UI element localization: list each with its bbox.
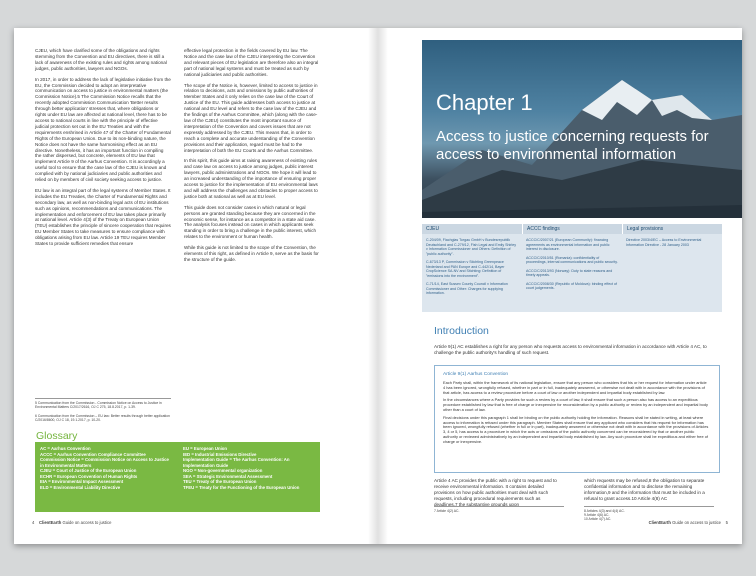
glossary-entry: AC = Aarhus Convention bbox=[40, 446, 91, 451]
article-quote-box bbox=[434, 365, 720, 473]
glossary-entry: SEA = Strategic Environmental Assessment bbox=[183, 473, 273, 479]
glossary-column-right bbox=[183, 446, 313, 490]
paragraph: In this spirit, this guide aims at raising awareness of existing rules and case law on access to justice among judges, public interest lawyers, public administrations and NGOs. We hope it will lead to an increased understanding of the importance of ensuring proper access to justice for the implementation of EU environmental laws and will address the challenges and obstacles to proper access to justice both at national as well as at EU level. bbox=[184, 158, 318, 199]
footnotes bbox=[35, 398, 171, 426]
paragraph: This guide does not consider cases in which natural or legal persons are granted standing because they are concerned in the economic sense, for instance as a competitor in a state aid case. The analysis focuses instead on cases in which applicants seek standing in order to bring a challenge in the public interest, which relates to the environment or human health. bbox=[184, 204, 317, 240]
cell-entry: ACCC/C/2010/51 (Romania): confidentiality of proceedings, internal communications and public security. bbox=[526, 255, 618, 264]
table-header-accc: ACCC findings bbox=[522, 224, 622, 234]
paragraph: While this guide is not limited to the scope of the Convention, the elements of this right, as defined in Article 9, serve as the basis for the structure of the guide. bbox=[184, 245, 319, 262]
table-header-legal: Legal provisions bbox=[622, 224, 722, 234]
glossary-entry: ACCC = Aarhus Convention Compliance Committee bbox=[40, 451, 146, 457]
glossary-entry: Implementation Guide = The Aarhus Convention: An Implementation Guide bbox=[183, 457, 290, 468]
introduction-text: Article 9(1) AC establishes a right for any person who requests access to environmental information in accordance with Article 4 AC, to challenge the public authority's handling of such request. bbox=[434, 344, 707, 355]
left-page bbox=[14, 28, 378, 544]
glossary-entry: CJEU = Court of Justice of the European Union bbox=[40, 468, 137, 473]
left-footer bbox=[32, 520, 111, 525]
chapter-title: Access to justice concerning requests for access to environmental information bbox=[436, 128, 709, 163]
cell-entry: ACCC/C/2007/21 (European Community): financing agreements as environmental information and public interest in disclosure. bbox=[526, 238, 610, 251]
box-paragraph: In the circumstances where a Party provides for such a review by a court of law, it shall ensure that such a person also has access to an expeditious procedure established by law that is free of charge or inexpensive for reconsideration by a public authority or review by an independent and impartial body other than a court of law. bbox=[443, 397, 708, 412]
paragraph: CJEU, which have clarified some of the obligations and rights stemming from the Convention and EU directives, there is still a lack of awareness of the existing rules and rights among national judges, public authorities, lawyers and NGOs. bbox=[35, 48, 167, 71]
cell-entry: C-204/09, Flachglas Torgau GmbH v Bundesrepublik Deutschland and C-279/12, Fish Legal and Emily Shirley v Information Commissioner and Others: Definition of "public authority". bbox=[426, 238, 517, 256]
box-paragraph: Final decisions under this paragraph 1 shall be binding on the public authority holding the information. Reasons shall be stated in writing, at least where access to information is refused under this paragraph. Member States shall ensure that any applicant who considers that his request for information has been ignored, wrongfully refused (whether in full or in part), inadequately answered or otherwise not dealt with in accordance with the provisions of Articles 3, 4 or 5, has access to a procedure in which the acts or omissions of the public authority concerned can be reconsidered by that or another public authority or reviewed administratively by an independent and impartial body established by law. Any such procedure shall be expeditious and either free of charge or inexpensive. bbox=[443, 414, 709, 444]
footnote: 10 Article 4(7) AC. bbox=[584, 517, 612, 521]
glossary-entry: NGO = Non-governmental organization bbox=[183, 468, 263, 473]
glossary-entry: TFEU = Treaty for the Functioning of the European Union bbox=[183, 484, 300, 490]
right-footer bbox=[649, 520, 728, 525]
box-heading: Article 9(1) Aarhus Convention bbox=[443, 372, 509, 377]
chapter-hero-image bbox=[422, 40, 742, 218]
glossary-entry: ECHR = European Convention of Human Rights bbox=[40, 473, 138, 479]
glossary-entry: Commission Notice = Commission Notice on Access to Justice in Environmental Matters bbox=[40, 457, 169, 468]
glossary-entry: TEU = Treaty of the European Union bbox=[183, 479, 257, 484]
box-text bbox=[443, 381, 709, 448]
footnotes-right bbox=[584, 506, 714, 521]
chapter-label: Chapter 1 bbox=[436, 90, 533, 115]
footnote: 9 Article 4(6) AC. bbox=[584, 513, 610, 517]
paragraph: In 2017, in order to address the lack of legislative initiative from the EU, the Commission decided to adopt an interpretative communication on access to justice in environmental matters (the Commission Notice).5 The Commission Notice recalls that the recently adopted Commission Communication 'Better results through better application' stresses that, where obligations or rights under EU law are affected at national level, there has to be access to national courts in line with the principle of effective judicial protection set out in the EU Treaties and with the requirements enshrined in Article 47 of the Charter of Fundamental Rights of the European Union. Due to its non-binding nature, the Notice does not have the same harmonising effect as an EU directive. Nonetheless, it has an important function in compiling the rather dispersed, but concrete, elements of EU law that implement Article 9 of the Aarhus Convention. It is accordingly a useful tool to ensure that the case law of the CJEU is known and complied with by national judiciaries and public authorities and relied on by members of civil society seeking access to justice. bbox=[35, 76, 171, 183]
cell-entry: ACCC/C/2008/30 (Republic of Moldova): binding effect of court judgements. bbox=[526, 281, 618, 290]
paragraph: effective legal protection in the fields covered by EU law. The Notice and the case law of the CJEU interpreting the Convention and relevant pieces of EU legislation are therefore also an integral part of national legal systems and must be treated as such by national judiciaries and public authorities. bbox=[184, 48, 319, 77]
right-page bbox=[378, 28, 742, 544]
footnote: 5 Communication from the Commission - Commission Notice on Access to Justice in Environmental Matters C/2017/2616, OJ C 275, 18.8.2017, p. 1-39. bbox=[35, 401, 162, 410]
glossary-entry: EU = European Union bbox=[183, 446, 228, 451]
footer-text: Guide on access to justice bbox=[62, 520, 112, 525]
table-cell-legal bbox=[626, 238, 718, 251]
glossary-entry: EIA = Environmental Impact Assessment bbox=[40, 479, 124, 484]
glossary-entry: IED = Industrial Emissions Directive bbox=[183, 451, 257, 457]
right-column-1: Article 4 AC provides the public with a right to request and to receive environmental information. It contains detailed provisions on how public authorities must deal with such requests, including procedural requirements such as deadlines,7 the substantive grounds upon bbox=[434, 478, 557, 507]
reference-table bbox=[422, 224, 722, 312]
footer-brand: ClientEarth bbox=[648, 520, 671, 525]
cell-entry: Directive 2003/4/EC – Access to Environmental Information Directive - 28 January 2003 bbox=[626, 238, 702, 247]
glossary-entry: ELD = Environmental Liability Directive bbox=[40, 484, 121, 490]
glossary-column-left bbox=[40, 446, 170, 490]
footer-brand: ClientEarth bbox=[39, 520, 62, 525]
page-number: 5 bbox=[725, 520, 728, 525]
page-number: 4 bbox=[32, 520, 35, 525]
glossary-title: Glossary bbox=[36, 430, 78, 442]
cell-entry: C-673/13 P, Commission v Stichting Greenpeace Nederland and PAN Europe and C-442/14, Bayer CropScience SA-NV and Stichting: Definition of "emissions into the environment". bbox=[426, 260, 505, 278]
glossary-box bbox=[35, 442, 320, 512]
footnote: 7 Article 4(2) AC. bbox=[434, 506, 564, 513]
footer-text: Guide on access to justice bbox=[672, 520, 721, 525]
left-column-1 bbox=[35, 48, 171, 252]
table-cell-accc bbox=[526, 238, 618, 295]
left-column-2 bbox=[184, 48, 320, 268]
introduction-heading: Introduction bbox=[434, 325, 489, 337]
cell-entry: C-71/14, East Sussex County Council v Information Commissioner and Other: Charges for supplying information. bbox=[426, 282, 508, 295]
right-column-2: which requests may be refused,8 the obligation to separate confidential information and to disclose the remaining information,9 and the information that must be included in a refusal to grant access.10 Article 4(8) AC bbox=[584, 478, 705, 501]
footnote: 6 Communication from the Commission – EU law: Better results through better application C/2016/8600, OJ C 18, 19.1.2017, p. 10-20. bbox=[35, 413, 170, 422]
paragraph: EU law is an integral part of the legal systems of Member States. It includes the EU Treaties, the Charter of Fundamental Rights and secondary law, as well as non-binding legal acts of EU institutions such as opinions, recommendations and communications. The implementation and enforcement of EU law takes place primarily at national level. Article 4(3) of the Treaty on European Union (TEU) establishes the principle of sincere cooperation that requires EU Member States to take measures to ensure compliance with obligations arising from EU law. Article 19 TEU requires Member States to provide sufficient remedies that ensure bbox=[35, 187, 171, 247]
footnote: 8 Articles 4(3) and 4(4) AC. bbox=[584, 509, 625, 513]
box-paragraph: Each Party shall, within the framework of its national legislation, ensure that any person who considers that his or her request for information under article 4 has been ignored, wrongfully refused, whether in part or in full, inadequately answered, or otherwise not dealt with in accordance with the provisions of that article, has access to a review procedure before a court of law or another independent and impartial body established by law. bbox=[443, 380, 707, 395]
table-cell-cjeu bbox=[426, 238, 518, 300]
book-spread bbox=[14, 28, 742, 544]
table-header-cjeu: CJEU bbox=[422, 224, 522, 234]
cell-entry: ACCC/C/2013/93 (Norway): Duty to state reasons and timely appeals. bbox=[526, 268, 613, 277]
paragraph: The scope of the Notice is, however, limited to access to justice in relation to decisions, acts and omissions by public authorities of Member States and it only relies on the case law of the Court of Justice of the EU. This guide addresses both access to justice at national and EU level and refers to the case law of the CJEU and the findings of the Aarhus Committee, which (along with the case-law of the CJEU) constitutes the most important source of interpretation of the Convention and covers issues that are not expressly addressed by the CJEU. This means that, in order to reach a complete and accurate understanding of the Convention provisions and their application, regard must be had to the interpretation of both the EU Courts and the Aarhus Committee. bbox=[184, 82, 318, 153]
